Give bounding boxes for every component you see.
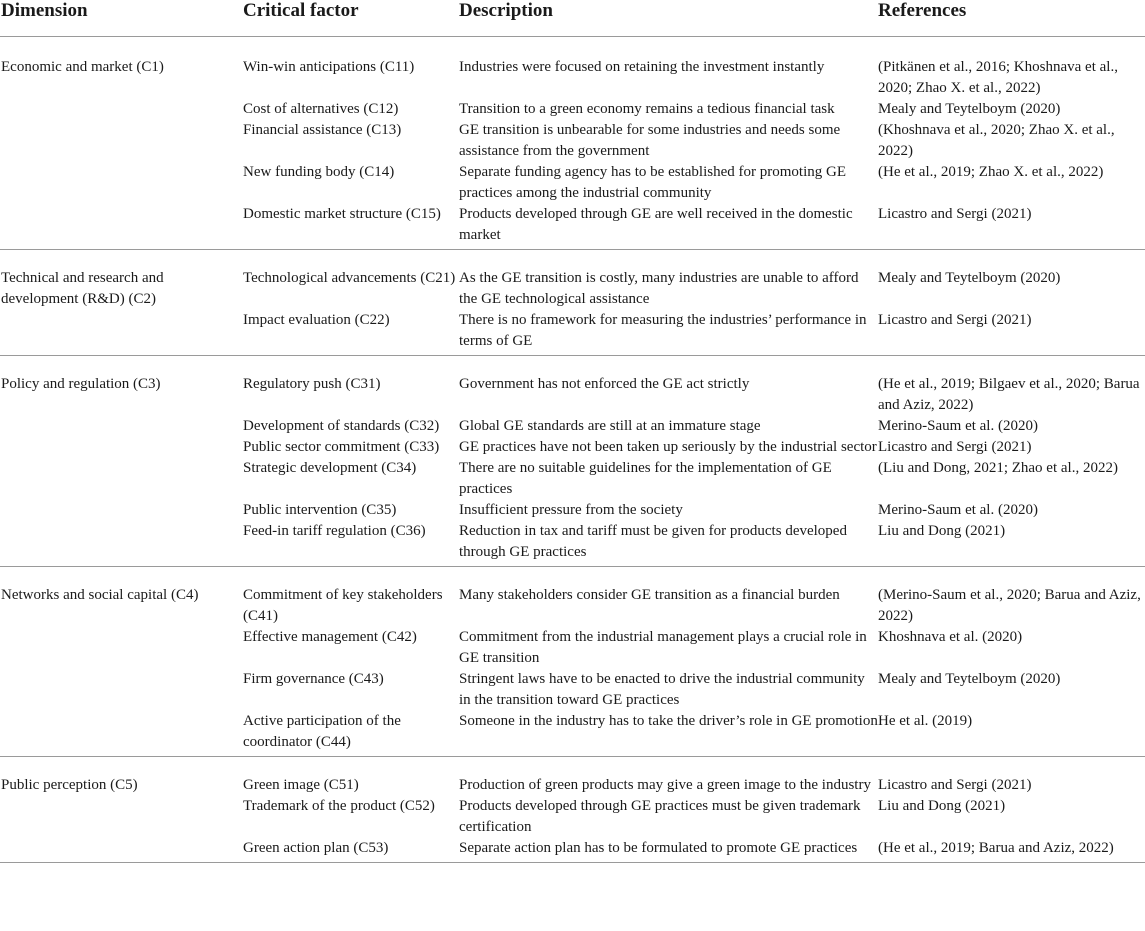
references-cell: He et al. (2019) — [878, 711, 1145, 757]
table-row — [0, 416, 1145, 437]
dimension-cell-empty — [0, 669, 243, 711]
description-cell: Global GE standards are still at an immature stage — [459, 418, 761, 434]
dimension-cell-empty — [0, 204, 243, 250]
critical-factor-cell: Financial assistance (C13) — [243, 122, 402, 138]
description-cell: Reduction in tax and tariff must be given for products developed through GE practices — [459, 521, 878, 567]
description-cell: GE practices have not been taken up seriously by the industrial sector — [459, 439, 877, 455]
critical-factor-cell: Development of standards (C32) — [243, 418, 440, 434]
critical-factor-cell: Trademark of the product (C52) — [243, 798, 435, 814]
table-row — [0, 37, 1145, 100]
description-cell: There are no suitable guidelines for the implementation of GE practices — [459, 460, 832, 497]
table-row — [0, 356, 1145, 417]
dimension-cell-empty — [0, 416, 243, 437]
dimension-cell-empty — [0, 838, 243, 863]
critical-factor-cell: Win-win anticipations (C11) — [243, 59, 415, 75]
table-row — [0, 627, 1145, 669]
table-row — [0, 838, 1145, 863]
table-row — [0, 711, 1145, 757]
critical-factor-cell: Effective management (C42) — [243, 629, 417, 645]
dimension-cell-empty — [0, 627, 243, 669]
description-cell: Products developed through GE are well received in the domestic market — [459, 204, 878, 250]
critical-factor-cell: Green image (C51) — [243, 777, 359, 793]
description-cell: Production of green products may give a green image to the industry — [459, 777, 871, 793]
table-row — [0, 796, 1145, 838]
references-cell: Licastro and Sergi (2021) — [878, 204, 1145, 250]
critical-factor-cell: Technological advancements (C21) — [243, 270, 456, 286]
dimension-cell: Public perception (C5) — [1, 777, 138, 793]
critical-factor-cell: Public intervention (C35) — [243, 502, 397, 518]
critical-factor-cell: New funding body (C14) — [243, 164, 395, 180]
references-cell: Liu and Dong (2021) — [878, 521, 1145, 567]
table-row — [0, 458, 1145, 500]
description-cell: As the GE transition is costly, many industries are unable to afford the GE technological assistance — [459, 270, 859, 307]
description-cell: GE transition is unbearable for some industries and needs some assistance from the government — [459, 122, 841, 159]
header-critical-factor: Critical factor — [243, 0, 459, 37]
description-cell: Government has not enforced the GE act strictly — [459, 376, 750, 392]
table-row — [0, 250, 1145, 311]
references-cell: Liu and Dong (2021) — [878, 798, 1006, 814]
critical-factor-cell: Commitment of key stakeholders (C41) — [243, 587, 443, 624]
description-cell: Stringent laws have to be enacted to drive the industrial community in the transition toward GE practices — [459, 671, 865, 708]
table-row — [0, 99, 1145, 120]
critical-factor-cell: Strategic development (C34) — [243, 460, 417, 476]
description-cell: Someone in the industry has to take the driver’s role in GE promotion — [459, 711, 878, 757]
references-cell: (Pitkänen et al., 2016; Khoshnava et al., 2020; Zhao X. et al., 2022) — [878, 59, 1118, 96]
references-cell: (He et al., 2019; Bilgaev et al., 2020; Barua and Aziz, 2022) — [878, 376, 1140, 413]
critical-factor-cell: Impact evaluation (C22) — [243, 310, 459, 356]
description-cell: Many stakeholders consider GE transition as a financial burden — [459, 587, 840, 603]
critical-factor-cell: Cost of alternatives (C12) — [243, 101, 399, 117]
dimension-cell: Economic and market (C1) — [1, 59, 164, 75]
critical-factor-cell: Active participation of the coordinator (C44) — [243, 711, 459, 757]
table-row — [0, 162, 1145, 204]
header-dimension: Dimension — [0, 0, 243, 37]
dimension-cell-empty — [0, 796, 243, 838]
description-cell: Commitment from the industrial management plays a crucial role in GE transition — [459, 629, 867, 666]
dimension-cell-empty — [0, 500, 243, 521]
description-cell: Separate funding agency has to be established for promoting GE practices among the industrial community — [459, 164, 846, 201]
table-row — [0, 310, 1145, 356]
table-row — [0, 437, 1145, 458]
table-row — [0, 757, 1145, 797]
header-row — [0, 0, 1145, 37]
table-row — [0, 500, 1145, 521]
header-description: Description — [459, 0, 878, 37]
description-cell: Products developed through GE practices must be given trademark certification — [459, 798, 861, 835]
table-row — [0, 521, 1145, 567]
references-cell: Licastro and Sergi (2021) — [878, 777, 1032, 793]
references-cell: Khoshnava et al. (2020) — [878, 629, 1023, 645]
dimension-cell-empty — [0, 521, 243, 567]
table-body — [0, 37, 1145, 863]
dimension-cell-empty — [0, 310, 243, 356]
description-cell: Separate action plan has to be formulated to promote GE practices — [459, 838, 878, 863]
critical-factor-cell: Feed-in tariff regulation (C36) — [243, 521, 459, 567]
dimension-cell-empty — [0, 711, 243, 757]
references-cell: (He et al., 2019; Barua and Aziz, 2022) — [878, 838, 1145, 863]
references-cell: (He et al., 2019; Zhao X. et al., 2022) — [878, 164, 1104, 180]
table-header — [0, 0, 1145, 37]
references-cell: (Liu and Dong, 2021; Zhao et al., 2022) — [878, 460, 1118, 476]
references-cell: Licastro and Sergi (2021) — [878, 310, 1145, 356]
critical-factor-cell: Firm governance (C43) — [243, 671, 384, 687]
dimension-cell-empty — [0, 162, 243, 204]
description-cell: Industries were focused on retaining the investment instantly — [459, 59, 825, 75]
references-cell: (Merino-Saum et al., 2020; Barua and Aziz, 2022) — [878, 587, 1141, 624]
references-cell: Merino-Saum et al. (2020) — [878, 502, 1038, 518]
references-cell: Mealy and Teytelboym (2020) — [878, 270, 1061, 286]
references-cell: (Khoshnava et al., 2020; Zhao X. et al., 2022) — [878, 122, 1115, 159]
dimension-cell: Policy and regulation (C3) — [1, 376, 161, 392]
critical-factor-cell: Regulatory push (C31) — [243, 376, 381, 392]
table-row — [0, 120, 1145, 162]
description-cell: Insufficient pressure from the society — [459, 502, 683, 518]
references-cell: Licastro and Sergi (2021) — [878, 439, 1032, 455]
dimension-cell: Networks and social capital (C4) — [1, 587, 199, 603]
critical-factor-cell: Domestic market structure (C15) — [243, 204, 459, 250]
references-cell: Mealy and Teytelboym (2020) — [878, 671, 1061, 687]
table-row — [0, 567, 1145, 628]
description-cell: There is no framework for measuring the industries’ performance in terms of GE — [459, 310, 878, 356]
critical-factor-cell: Public sector commitment (C33) — [243, 439, 440, 455]
references-cell: Merino-Saum et al. (2020) — [878, 418, 1038, 434]
dimension-cell: Technical and research and development (R&D) (C2) — [1, 270, 164, 307]
dimension-cell-empty — [0, 120, 243, 162]
table-row — [0, 669, 1145, 711]
dimension-cell-empty — [0, 437, 243, 458]
header-references: References — [878, 0, 1145, 37]
table-row — [0, 204, 1145, 250]
dimension-cell-empty — [0, 99, 243, 120]
dimension-cell-empty — [0, 458, 243, 500]
critical-factor-cell: Green action plan (C53) — [243, 838, 459, 863]
references-cell: Mealy and Teytelboym (2020) — [878, 101, 1061, 117]
description-cell: Transition to a green economy remains a tedious financial task — [459, 101, 835, 117]
